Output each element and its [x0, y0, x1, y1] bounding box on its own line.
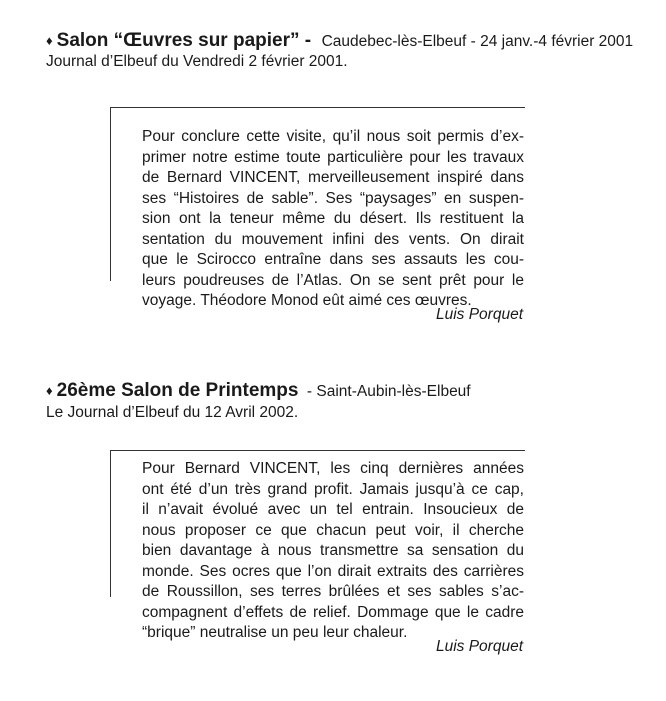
article-1-title: Salon “Œuvres sur papier” - [56, 30, 312, 51]
article-2-quote [142, 459, 524, 644]
quote-line: Pour Bernard VINCENT, les cinq dernières années [142, 460, 524, 477]
article-1-author: Luis Porquet [435, 306, 523, 323]
article-2-title: 26ème Salon de Printemps [56, 380, 299, 401]
quote-line: “brique” neutralise un peu leur chaleur. [142, 624, 408, 641]
article-1-source: Journal d’Elbeuf du Vendredi 2 février 2001. [46, 53, 348, 70]
article-1-meta: Caudebec-lès-Elbeuf - 24 janv.-4 février 2001 [321, 33, 634, 50]
quote-line: bien davantage à nous transmettre sa sensation du [142, 542, 524, 559]
article-2-meta: - Saint-Aubin-lès-Elbeuf [306, 383, 471, 400]
article-2-heading [46, 381, 471, 402]
quote-line: de Bernard VINCENT, merveilleusement inspiré dans [142, 169, 524, 186]
quote-line: ses “Histoires de sable”. Ses “paysages” en suspen- [142, 189, 524, 207]
quote-line: Pour conclure cette visite, qu’il nous soit permis d’ex- [142, 128, 524, 145]
quote-line: sion ont la teneur même du désert. Ils restituent la [142, 210, 524, 227]
article-2-author: Luis Porquet [435, 638, 523, 655]
quote-line: leurs poudreuses de l’Atlas. On se sent prêt pour le [142, 271, 524, 289]
quote-line: de Roussillon, ses terres brûlées et ses sables s’ac- [142, 583, 524, 600]
quote-line: ont été d’un très grand profit. Jamais jusqu’à ce cap, [142, 480, 524, 498]
quote-line: compagnent d’effets de relief. Dommage que le cadre [142, 603, 524, 621]
quote-line: que le Scirocco entraîne dans ses assauts les cou- [142, 251, 524, 268]
diamond-bullet-icon: ♦ [46, 33, 53, 48]
quote-line: voyage. Théodore Monod eût aimé ces œuvres. [142, 292, 472, 309]
quote-line: monde. Ses ocres que l’on dirait extraits des carrières [142, 562, 524, 580]
diamond-bullet-icon: ♦ [46, 383, 53, 398]
quote-line: il n’avait évolué avec un tel entrain. Insoucieux de [142, 501, 524, 518]
quote-line: sentation du mouvement infini des vents. On dirait [142, 230, 524, 248]
quote-line: nous proposer ce que chacun peut voir, il cherche [142, 521, 524, 539]
quote-line: primer notre estime toute particulière pour les travaux [142, 148, 524, 166]
article-2-source: Le Journal d’Elbeuf du 12 Avril 2002. [46, 404, 299, 421]
